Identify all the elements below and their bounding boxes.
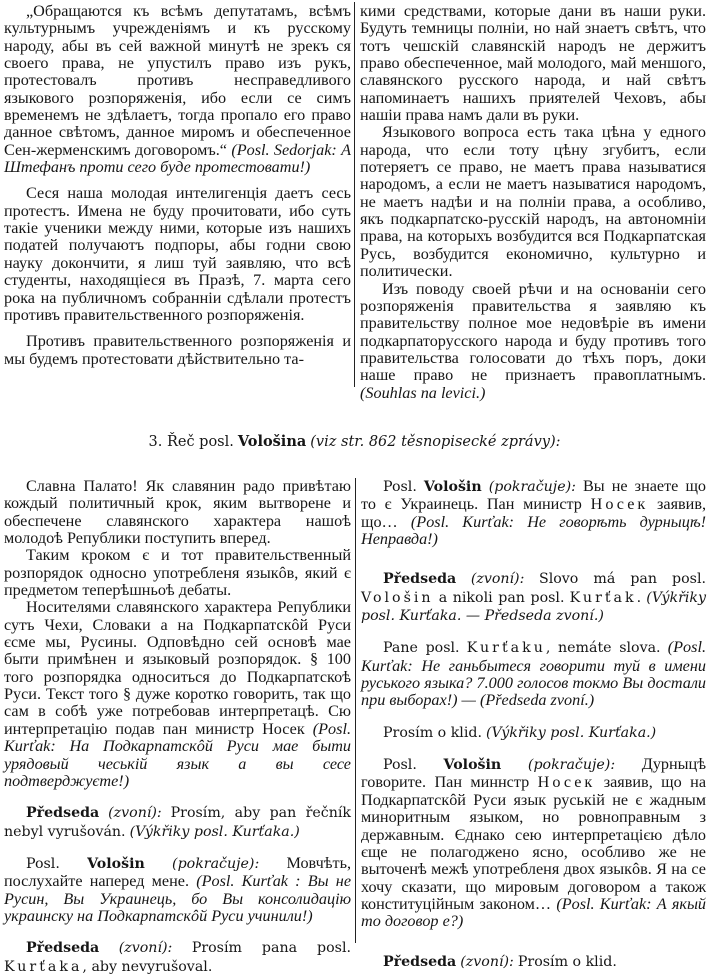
paragraph [4,804,351,841]
stage-direction: (zvoní): [118,940,173,957]
paragraph-text: Slovo má pan posl. [538,571,707,588]
paragraph [361,953,706,971]
paragraph-text: , aby nevyrušoval. [82,958,213,975]
heading-speaker: Vološina [237,433,307,450]
column-divider [355,478,356,943]
interjection: (Výkřiky posl. Kurťaka. — Předseda zvoní.) [361,589,707,625]
speaker-name: Vološin [87,855,145,872]
speaker-prefix: Posl. [26,855,60,872]
speaker-name: Předseda [383,571,457,588]
person-name: Kurťaku [466,640,546,657]
stage-direction: (pokračuje): [488,479,576,495]
person-name: Vološin [361,589,434,606]
top-left-column [4,3,351,368]
paragraph [361,478,706,548]
section-heading [0,433,709,451]
heading-number: 3. Řeč posl. [148,434,234,450]
paragraph-text: Вы не знаете що то є Украинець. Пан министр [361,477,706,514]
stage-direction: (pokračuje): [172,855,260,872]
paragraph: Языкового вопроса есть така цѣна у едного народа, что если тоту цѣну згубитъ, если потеряетъ се право, не маетъ права называтися народомъ, а если не маетъ называтися народомъ, не маетъ надѣи и на полнiи права, а особливо, якъ подкарпатско-русскiй народъ, на автономнiи права, на которыхъ возбудится вся Подкарпатская Русь, возбудится економично, культурно и политически. [360,123,706,281]
paragraph [361,639,706,709]
paragraph [4,599,351,790]
paragraph-text: Изъ поводу своей рѣчи и на основанiи сего розпоряженiя правительства я заявляю къ правительству полное мое недовѣрiе въ имени подкарпаторусского народа и буду противъ того правительства голосовати до тѣхъ поръ, доки наше право не признаетъ правоплатнымъ. [360,279,706,385]
paragraph: Таким кроком є и тот правительственный розпорядок односно употребленя языкôв, який є предметом теперѣшньоѣ дебаты. [4,546,351,600]
paragraph-text: a nikoli pan posl. [438,589,565,606]
paragraph: Противъ правительственного розпоряженiя и мы будемъ протестовати дѣйствительно та- [4,332,351,368]
paragraph [361,570,706,625]
top-right-column [360,3,706,402]
paragraph [4,855,351,925]
paragraph-text: заявив, що… [361,495,707,531]
heading-reference: (viz str. 862 těsnopisecké zprávy): [310,434,561,450]
paragraph: Сеся наша молодая интелигенцiя даетъ сесь протестъ. Имена не буду прочитовати, ибо суть такiе ученики между ними, которые изъ нашихъ податей получаютъ подпоры, абы годни свою науку докончити, я лиш туй заявляю, что всѣ студенты, находящiеся въ Празѣ, 7. марта сего рока на публичномъ собраннiи сдѣлали протестъ противъ правительственного розпоряженiя. [4,184,351,324]
paragraph-text: , nemáte slova. [545,640,661,657]
paragraph: Славна Палато! Як славянин радо привѣтаю кождый политичный крок, яким вытворене и обеспечене славянского характера нашоѣ молодоѣ Републики поступить вперед. [4,477,351,548]
stage-direction: (zvoní): [470,571,525,588]
paragraph [361,756,706,930]
interjection: (Posl. Kurťak: Не говорѣть дурныцѣ! Неправда!) [361,512,707,549]
interjection: (Souhlas na levici.) [360,383,486,402]
person-name: Носек [590,495,649,514]
speaker-prefix: Posl. [383,479,417,495]
speaker-name: Předseda [26,940,100,957]
bottom-left-column [4,478,351,976]
speaker-name: Předseda [26,805,100,822]
paragraph-text: . [636,589,642,606]
paragraph-text: Pane posl. [383,640,460,657]
interjection: (Posl. Kurťak: Не ганьбытеся говорити туй в имени руського языка? 7.000 голосов токмо Вы достали при выборах!) — (Předseda zvoní.) [361,638,706,710]
speaker-name: Vološin [423,479,482,495]
interjection: (Posl. Kurťak: А якый то договор е?) [361,894,707,931]
bottom-right-column [361,478,706,971]
interjection: (Výkřiky posl. Kurťaka.) [486,724,657,741]
paragraph-text: заявив, що на Подкарпатскôй Руси язык руськiй не є жадным миноритным языком, но ровноправным з державным. Єднако сею интерпретацiєю дѣло єще не полагоджено ясно, особливо же не выточенѣ межѣ употребленя двох языкôв. Я на се хочу сказати, що мировым договором а також конституцiйным законом… [361,773,707,913]
person-name: Носек [537,773,596,792]
paragraph [361,724,706,742]
stage-direction: (pokračuje): [527,757,616,774]
paragraph-text: Носителями славянского характера Републики сутъ Чехи, Словаки а на Подкарпатскôй Руси єсме мы, Русины. Одповѣдно сей основѣ мае быти примѣнен и языковый розпорядок. § 100 того розпорядка односиться до Подкарпатскоѣ Руси. Текст того § дуже коротко говорить, так що сам в собѣ уже потребовав интерпретацѣ. Сю интерпретацiю подав пан министр Носек [4,598,351,738]
speaker-name: Vološin [443,757,502,774]
person-name: Kurťak [569,589,637,606]
paragraph-text: Мовчѣть, послухайте наперед мене. [4,853,352,891]
paragraph-text: Дурныцѣ говорите. Пан миннстр [361,755,707,792]
paragraph [360,281,706,402]
stage-direction: (zvoní): [460,953,514,970]
quote-text: „Обращаются къ всѣмъ депутатамъ, всѣмъ культурнымъ учрежденiямъ и къ русскому народу, абы въ сей важной минутѣ не зрекъ ся своего права, не упустилъ право изъ рукъ, протестовалъ противъ несправедливого языкового розпоряженiя, ибо если се симъ временемъ не здѣлаетъ, тогда пропало его право данное свѣтомъ, данное миромъ и обеспеченное Сен-жерменскимъ договоромъ.“ [4,2,351,159]
interjection: (Posl. Sedorjak: А Штефанъ проти сего буде протестовати!) [4,140,352,177]
paragraph [4,939,351,976]
paragraph-text: Prosím o klid. [517,953,617,970]
paragraph-text: Prosím pana posl. [191,940,351,957]
interjection: (Posl. Kurťak: На Подкарпатскôй Руси мае быти урядовый чеськiй язык а вы сесе подтверджуєте!) [4,719,351,790]
speaker-prefix: Posl. [383,757,417,774]
paragraph-text: Prosím o klid. [383,724,482,741]
stage-direction: (zvoní): [108,805,162,822]
speaker-name: Předseda [383,953,457,970]
paragraph: кими средствами, которые дани въ наши руки. Будуть темницы полнiи, но най знаетъ свѣтъ, что тотъ чешскiй славянскiй народъ не держитъ право обеспеченное, май молодого, май меншого, славянского русского народа, и най свѣтъ напоминаетъ нашихъ приятелей Чеховъ, абы нашiи права намъ дали въ руки. [360,2,706,125]
paragraph [4,3,351,176]
paragraph-text: Prosím, aby pan řečník nebyl vyrušován. [4,805,352,840]
interjection: (Výkřiky posl. Kurťaka.) [129,823,300,840]
interjection: (Posl. Kurťak : Вы не Русин, Вы Украинець, бо Вы консолидацiю украинску на Подкарпатскôй Руси учинили!) [4,872,352,925]
person-name: Kurťaka [4,958,83,975]
column-divider [354,2,355,387]
